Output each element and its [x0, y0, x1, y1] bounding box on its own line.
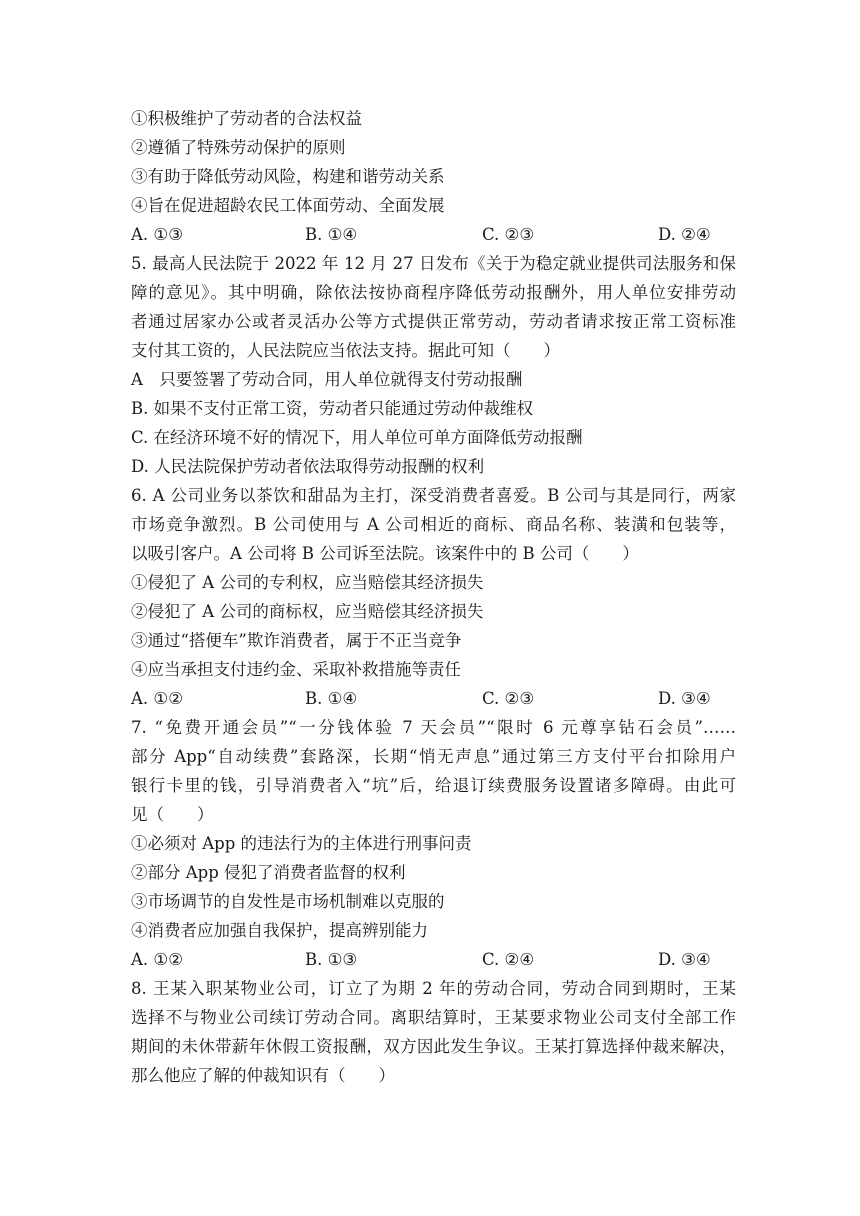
q5-option-a: A 只要签署了劳动合同，用人单位就得支付劳动报酬: [131, 370, 523, 389]
q6-options: [131, 689, 736, 709]
q6-statement-1: ①侵犯了 A 公司的专利权，应当赔偿其经济损失: [131, 573, 484, 592]
q7-statement-4: ④消费者应加强自我保护，提高辨别能力: [131, 921, 428, 940]
q7-statement-1: ①必须对 App 的违法行为的主体进行刑事问责: [131, 834, 472, 853]
q7-option-c: C. ②④: [482, 950, 535, 969]
q4-statement-2: ②遵循了特殊劳动保护的原则: [131, 138, 346, 157]
q6-option-b: B. ①④: [305, 689, 358, 708]
q6-stem-line-2: 市场竞争激烈。B 公司使用与 A 公司相近的商标、商品名称、装潢和包装等，: [131, 515, 736, 534]
q8-stem-line-4: 那么他应了解的仲裁知识有（ ）: [131, 1066, 395, 1085]
q4-option-c: C. ②③: [482, 225, 535, 244]
q7-stem-line-3: 银行卡里的钱，引导消费者入“坑”后，给退订续费服务设置诸多障碍。由此可: [131, 776, 736, 795]
q7-options: [131, 950, 736, 970]
q7-option-a: A. ①②: [131, 950, 183, 969]
q6-statement-2: ②侵犯了 A 公司的商标权，应当赔偿其经济损失: [131, 602, 484, 621]
q4-option-b: B. ①④: [305, 225, 358, 244]
q5-stem-line-4: 支付其工资的，人民法院应当依法支持。据此可知（ ）: [131, 341, 560, 360]
q7-stem-line-1: 7. “免费开通会员”“一分钱体验 7 天会员”“限时 6 元尊享钻石会员”……: [131, 718, 736, 737]
q5-stem-line-2: 障的意见》。其中明确，除依法按协商程序降低劳动报酬外，用人单位安排劳动: [131, 283, 736, 302]
q7-statement-3: ③市场调节的自发性是市场机制难以克服的: [131, 892, 445, 911]
q8-stem-line-1: 8. 王某入职某物业公司，订立了为期 2 年的劳动合同，劳动合同到期时，王某: [131, 979, 736, 998]
q8-stem-line-2: 选择不与物业公司续订劳动合同。离职结算时，王某要求物业公司支付全部工作: [131, 1008, 736, 1027]
q6-option-a: A. ①②: [131, 689, 183, 708]
q6-stem-line-1: 6. A 公司业务以茶饮和甜品为主打，深受消费者喜爱。B 公司与其是同行，两家: [131, 486, 736, 505]
q4-option-d: D. ②④: [658, 225, 711, 244]
q7-option-d: D. ③④: [658, 950, 711, 969]
q4-statement-3: ③有助于降低劳动风险，构建和谐劳动关系: [131, 167, 445, 186]
q6-statement-3: ③通过“搭便车”欺诈消费者，属于不正当竞争: [131, 631, 462, 650]
q4-statement-4: ④旨在促进超龄农民工体面劳动、全面发展: [131, 196, 445, 215]
q7-stem-line-2: 部分 App“自动续费”套路深，长期“悄无声息”通过第三方支付平台扣除用户: [131, 747, 736, 766]
q7-statement-2: ②部分 App 侵犯了消费者监督的权利: [131, 863, 406, 882]
q5-option-d: D. 人民法院保护劳动者依法取得劳动报酬的权利: [131, 457, 485, 476]
q6-option-d: D. ③④: [658, 689, 711, 708]
q5-stem-line-3: 者通过居家办公或者灵活办公等方式提供正常劳动，劳动者请求按正常工资标准: [131, 312, 736, 331]
q5-stem-line-1: 5. 最高人民法院于 2022 年 12 月 27 日发布《关于为稳定就业提供司法服务和保: [131, 254, 736, 273]
q4-statement-1: ①积极维护了劳动者的合法权益: [131, 109, 362, 128]
q6-statement-4: ④应当承担支付违约金、采取补救措施等责任: [131, 660, 461, 679]
q6-option-c: C. ②③: [482, 689, 535, 708]
q5-option-c: C. 在经济环境不好的情况下，用人单位可单方面降低劳动报酬: [131, 428, 583, 447]
q6-stem-line-3: 以吸引客户。A 公司将 B 公司诉至法院。该案件中的 B 公司（ ）: [131, 544, 639, 563]
q7-stem-line-4: 见（ ）: [131, 805, 214, 824]
q8-stem-line-3: 期间的未休带薪年休假工资报酬，双方因此发生争议。王某打算选择仲裁来解决，: [131, 1037, 736, 1056]
q4-option-a: A. ①③: [131, 225, 183, 244]
q5-option-b: B. 如果不支付正常工资，劳动者只能通过劳动仲裁维权: [131, 399, 534, 418]
q4-options: [131, 225, 736, 245]
q7-option-b: B. ①③: [305, 950, 358, 969]
